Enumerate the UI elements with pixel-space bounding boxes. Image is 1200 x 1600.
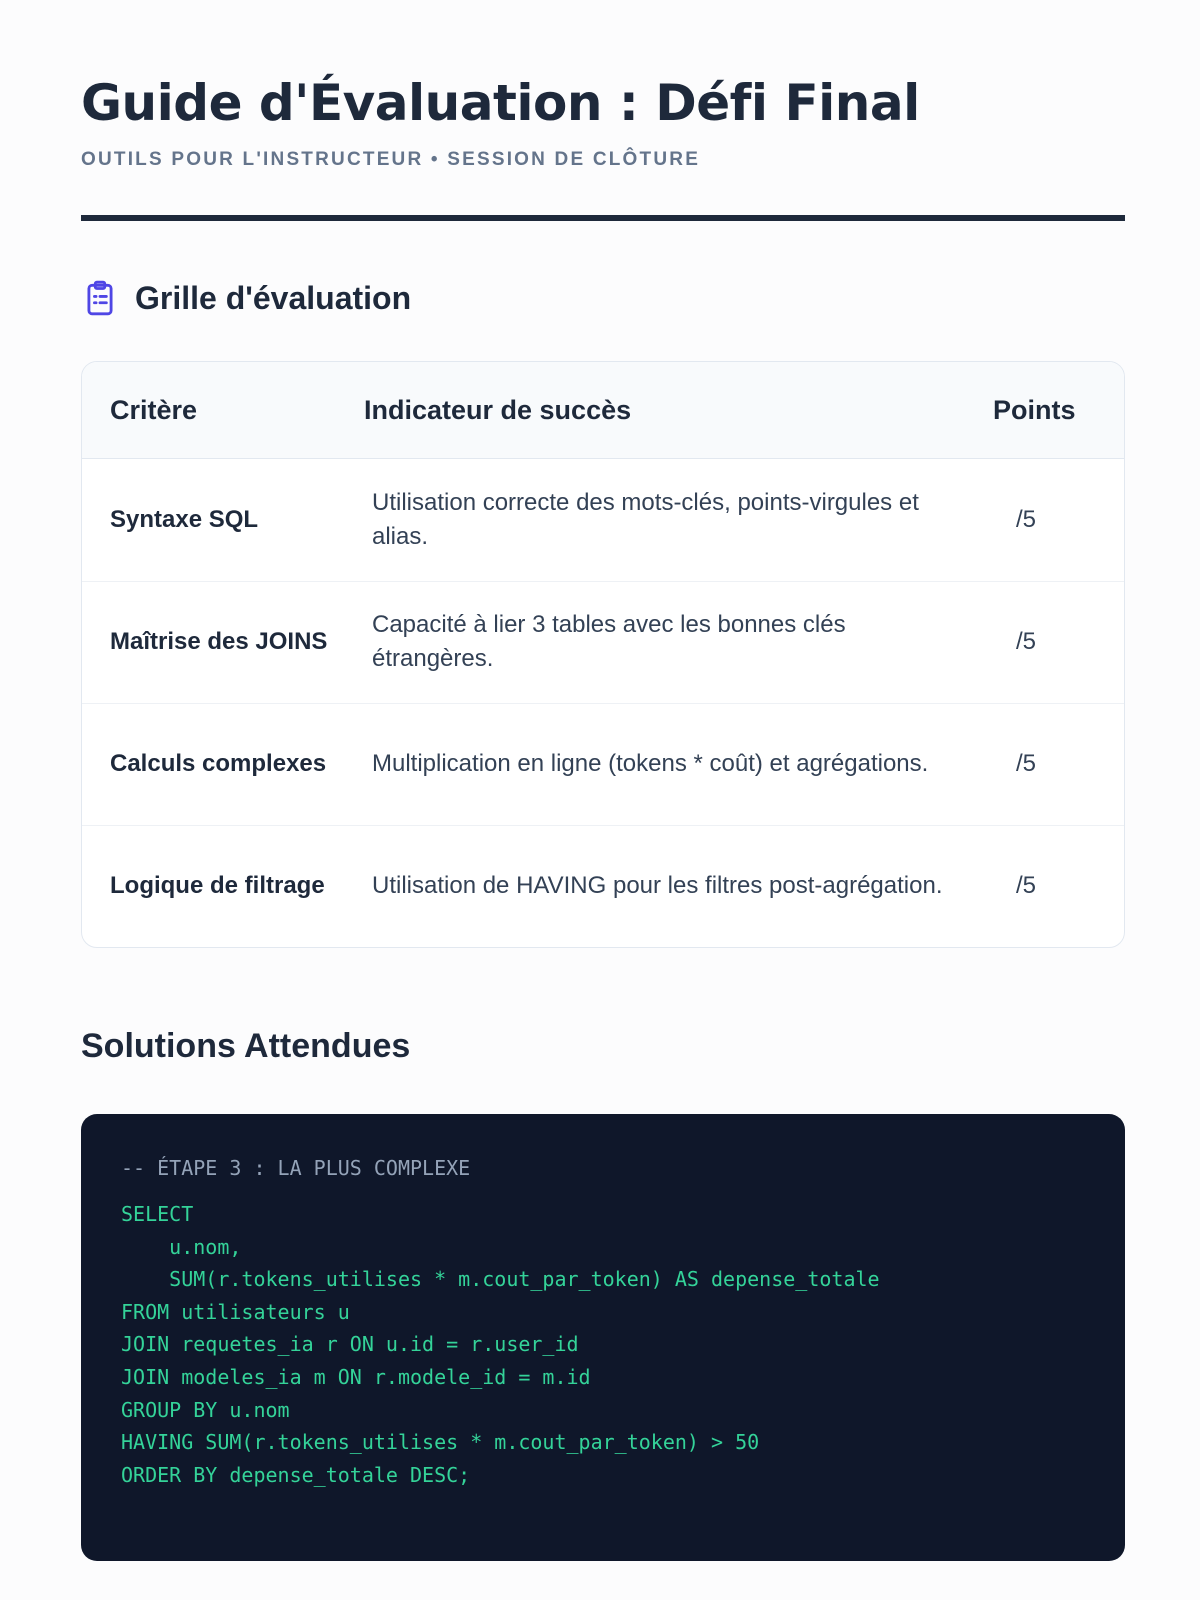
table-header-row: [82, 362, 1124, 459]
criterion-cell: Logique de filtrage: [110, 872, 325, 899]
indicator-cell: Multiplication en ligne (tokens * coût) et agrégations.: [372, 750, 929, 777]
indicator-cell: Utilisation de HAVING pour les filtres post-agrégation.: [372, 872, 943, 899]
code-line: JOIN modeles_ia m ON r.modele_id = m.id: [121, 1364, 591, 1389]
code-line: FROM utilisateurs u: [121, 1299, 350, 1324]
table-row: [82, 703, 1124, 826]
sql-code: [121, 1198, 880, 1491]
solutions-title: Solutions Attendues: [81, 1027, 411, 1065]
criterion-cell: Calculs complexes: [110, 750, 327, 777]
clipboard-list-icon: [81, 278, 119, 318]
points-cell: /5: [1016, 750, 1037, 777]
table-row: [82, 825, 1124, 947]
code-line: SUM(r.tokens_utilises * m.cout_par_token) AS depense_totale: [121, 1267, 880, 1292]
code-line: SELECT: [121, 1202, 194, 1226]
code-line: HAVING SUM(r.tokens_utilises * m.cout_par_token) > 50: [121, 1430, 760, 1455]
points-cell: /5: [1016, 506, 1037, 533]
column-header-critere: Critère: [110, 395, 198, 425]
points-cell: /5: [1016, 872, 1037, 899]
evaluation-table: [81, 361, 1125, 948]
table-row: [82, 459, 1124, 582]
column-header-indicateur: Indicateur de succès: [364, 395, 632, 425]
page-subtitle: OUTILS POUR L'INSTRUCTEUR • SESSION DE CLÔTURE: [81, 149, 701, 170]
grid-section-title: Grille d'évaluation: [135, 279, 412, 316]
code-line: JOIN requetes_ia r ON u.id = r.user_id: [121, 1332, 579, 1357]
code-line: ORDER BY depense_totale DESC;: [121, 1462, 471, 1487]
points-cell: /5: [1016, 628, 1037, 655]
column-header-points: Points: [993, 395, 1076, 425]
criterion-cell: Maîtrise des JOINS: [110, 628, 328, 655]
code-block: [81, 1114, 1125, 1561]
grid-section-header: [81, 276, 411, 320]
header-divider: [81, 215, 1125, 221]
indicator-cell: Utilisation correcte des mots-clés, points-virgules et alias.: [372, 489, 919, 550]
code-comment: -- ÉTAPE 3 : LA PLUS COMPLEXE: [121, 1156, 471, 1180]
indicator-cell: Capacité à lier 3 tables avec les bonnes clés étrangères.: [372, 611, 846, 672]
code-line: u.nom,: [121, 1234, 242, 1259]
page-title: Guide d'Évaluation : Défi Final: [81, 74, 920, 132]
table-row: [82, 581, 1124, 704]
criterion-cell: Syntaxe SQL: [110, 506, 259, 533]
code-line: GROUP BY u.nom: [121, 1397, 290, 1422]
